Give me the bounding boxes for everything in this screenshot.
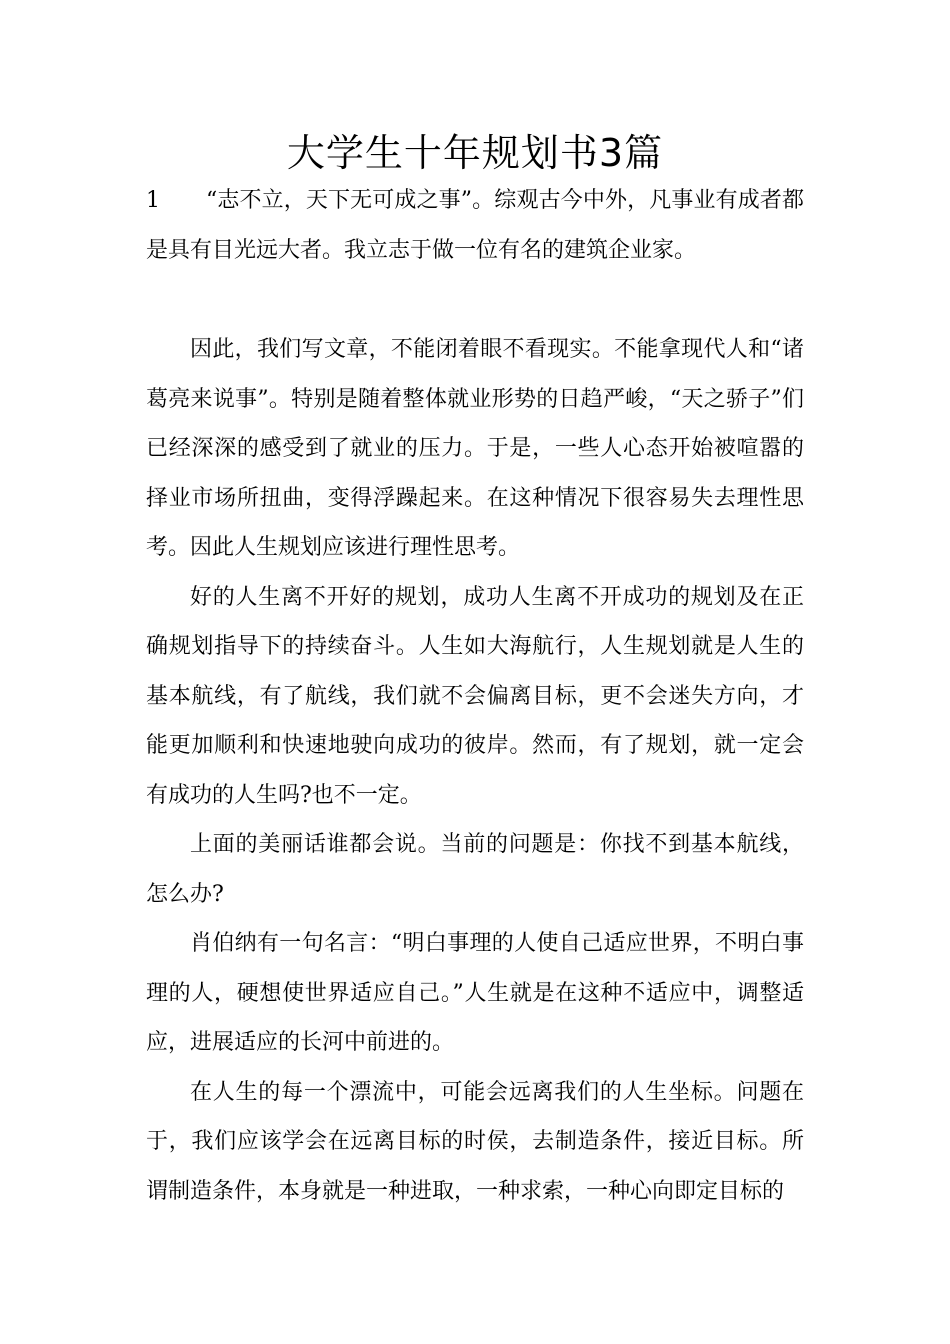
paragraph-spacer <box>146 275 804 325</box>
paragraph: 好的人生离不开好的规划，成功人生离不开成功的规划及在正确规划指导下的持续奋斗。人生如大海航行，人生规划就是人生的基本航线，有了航线，我们就不会偏离目标，更不会迷失方向，才能更加顺利和快速地驶向成功的彼岸。然而，有了规划，就一定会有成功的人生吗?也不一定。 <box>146 584 804 808</box>
document-title: 大学生十年规划书3篇 <box>286 131 664 175</box>
paragraph: 因此，我们写文章，不能闭着眼不看现实。不能拿现代人和“诸葛亮来说事”。特别是随着整体就业形势的日趋严峻，“天之骄子”们已经深深的感受到了就业的压力。于是，一些人心态开始被喧嚣的择业市场所扭曲，变得浮躁起来。在这种情况下很容易失去理性思考。因此人生规划应该进行理性思考。 <box>146 337 804 560</box>
section-number: 1 <box>146 188 160 213</box>
paragraph: 上面的美丽话谁都会说。当前的问题是：你找不到基本航线，怎么办? <box>146 832 804 907</box>
document-body <box>146 176 804 1216</box>
paragraph: 在人生的每一个漂流中，可能会远离我们的人生坐标。问题在于，我们应该学会在远离目标的时侯，去制造条件，接近目标。所谓制造条件，本身就是一种进取，一种求索，一种心向即定目标的 <box>146 1079 804 1204</box>
paragraph: 肖伯纳有一句名言：“明白事理的人使自己适应世界，不明白事理的人，硬想使世界适应自己。”人生就是在这种不适应中，调整适应，进展适应的长河中前进的。 <box>146 931 804 1055</box>
paragraph-text: “志不立，天下无可成之事”。综观古今中外，凡事业有成者都是具有目光远大者。我立志于做一位有名的建筑企业家。 <box>146 188 804 263</box>
paragraph-intro <box>146 176 804 275</box>
